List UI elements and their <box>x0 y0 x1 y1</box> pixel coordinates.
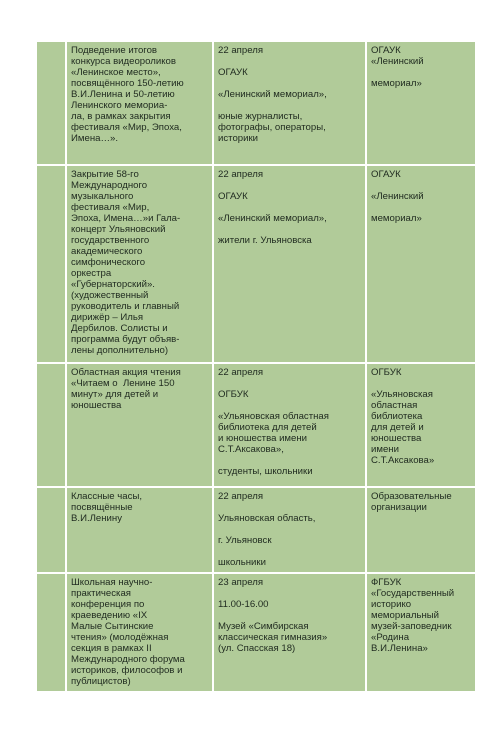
cell-text-line: Эпоха, Имена…»и Гала- <box>71 213 181 224</box>
cell-text-line: «Ленинский <box>371 56 424 67</box>
cell-text-line: В.И.Ленина и 50-летию <box>71 89 175 100</box>
cell-text-line: Международного <box>71 180 148 191</box>
line-gap <box>218 100 361 111</box>
cell-text-line: «Ленинское место», <box>71 67 161 78</box>
cell-text-line: ОГАУК <box>371 169 401 180</box>
row-number-cell <box>36 363 66 487</box>
organizer-cell <box>366 41 476 165</box>
row-number-cell <box>36 573 66 692</box>
line-gap <box>218 56 361 67</box>
cell-text-line: и юношества имени <box>218 433 308 444</box>
cell-text-line: ОГБУК <box>371 367 402 378</box>
cell-text-line: Подведение итогов <box>71 45 158 56</box>
event-cell <box>66 41 213 165</box>
date-place-cell <box>213 363 366 487</box>
cell-text-line: ФГБУК <box>371 577 402 588</box>
cell-text-line: дирижёр – Илья <box>71 312 144 323</box>
cell-text-line: 22 апреля <box>218 169 264 180</box>
cell-text-line: мемориал» <box>371 78 422 89</box>
cell-text-line: г. Ульяновск <box>218 535 272 546</box>
cell-text-line: юные журналисты, <box>218 111 303 122</box>
cell-text-line: фестиваля «Мир, <box>71 202 150 213</box>
cell-text-line: 22 апреля <box>218 45 264 56</box>
cell-text-line: С.Т.Аксакова» <box>371 455 435 466</box>
cell-text-line: областная <box>371 400 418 411</box>
line-gap <box>371 67 471 78</box>
cell-text-line: историки <box>218 133 259 144</box>
organizer-cell <box>366 487 476 573</box>
cell-text-line: Международного форума <box>71 654 185 665</box>
cell-text-line: Школьная научно- <box>71 577 153 588</box>
event-cell <box>66 363 213 487</box>
date-place-cell <box>213 41 366 165</box>
organizer-cell <box>366 363 476 487</box>
row-number-cell <box>36 165 66 363</box>
line-gap <box>218 524 361 535</box>
date-place-cell <box>213 487 366 573</box>
cell-text-line: студенты, школьники <box>218 466 313 477</box>
events-table <box>35 40 477 693</box>
cell-text-line: Областная акция чтения <box>71 367 181 378</box>
cell-text-line: музей-заповедник <box>371 621 452 632</box>
cell-text-line: «Родина <box>371 632 410 643</box>
line-gap <box>218 378 361 389</box>
cell-text-line: посвящённого 150-летию <box>71 78 184 89</box>
cell-text-line: юношества <box>71 400 122 411</box>
cell-text-line: Классные часы, <box>71 491 143 502</box>
cell-text-line: минут» для детей и <box>71 389 159 400</box>
cell-text-line: фотографы, операторы, <box>218 122 326 133</box>
cell-text-line: ОГАУК <box>218 191 248 202</box>
cell-text-line: С.Т.Аксакова», <box>218 444 284 455</box>
cell-text-line: Ульяновская область, <box>218 513 316 524</box>
cell-text-line: Ленинского мемориа- <box>71 100 168 111</box>
cell-text-line: ОГАУК <box>218 67 248 78</box>
line-gap <box>371 378 471 389</box>
cell-text-line: для детей и <box>371 422 424 433</box>
cell-text-line: Закрытие 58-го <box>71 169 139 180</box>
cell-text-line: «Ульяновская <box>371 389 433 400</box>
cell-text-line: классическая гимназия» <box>218 632 328 643</box>
cell-text-line: историков, философов и <box>71 665 183 676</box>
event-cell <box>66 165 213 363</box>
cell-text-line: мемориальный <box>371 610 440 621</box>
table-row <box>36 41 476 165</box>
line-gap <box>218 78 361 89</box>
cell-text-line: руководитель и главный <box>71 301 180 312</box>
cell-text-line: Малые Сытинские <box>71 621 154 632</box>
cell-text-line: музыкального <box>71 191 134 202</box>
cell-text-line: «Ленинский <box>371 191 424 202</box>
cell-text-line: чтения» (молодёжная <box>71 632 169 643</box>
line-gap <box>218 455 361 466</box>
cell-text-line: 23 апреля <box>218 577 264 588</box>
cell-text-line: библиотека <box>371 411 423 422</box>
cell-text-line: жители г. Ульяновска <box>218 235 312 246</box>
cell-text-line: «Читаем о Ленине 150 <box>71 378 175 389</box>
line-gap <box>371 180 471 191</box>
date-place-cell <box>213 165 366 363</box>
cell-text-line: 22 апреля <box>218 491 264 502</box>
line-gap <box>218 202 361 213</box>
cell-text-line: «Ленинский мемориал», <box>218 89 327 100</box>
cell-text-line: Имена…». <box>71 133 119 144</box>
cell-text-line: посвящённые <box>71 502 133 513</box>
cell-text-line: организации <box>371 502 427 513</box>
cell-text-line: «Государственный <box>371 588 455 599</box>
line-gap <box>218 180 361 191</box>
cell-text-line: государственного <box>71 235 150 246</box>
cell-text-line: конференция по <box>71 599 145 610</box>
cell-text-line: практическая <box>71 588 131 599</box>
cell-text-line: ОГБУК <box>218 389 249 400</box>
cell-text-line: ОГАУК <box>371 45 401 56</box>
table-row <box>36 165 476 363</box>
cell-text-line: фестиваля «Мир, Эпоха, <box>71 122 182 133</box>
cell-text-line: академического <box>71 246 143 257</box>
row-number-cell <box>36 487 66 573</box>
cell-text-line: ла, в рамках закрытия <box>71 111 171 122</box>
line-gap <box>218 610 361 621</box>
line-gap <box>218 502 361 513</box>
cell-text-line: конкурса видеороликов <box>71 56 176 67</box>
date-place-cell <box>213 573 366 692</box>
line-gap <box>371 202 471 213</box>
cell-text-line: программа будут объяв- <box>71 334 180 345</box>
cell-text-line: Дербилов. Солисты и <box>71 323 168 334</box>
cell-text-line: имени <box>371 444 399 455</box>
organizer-cell <box>366 573 476 692</box>
cell-text-line: «Ленинский мемориал», <box>218 213 327 224</box>
cell-text-line: Музей «Симбирская <box>218 621 309 632</box>
line-gap <box>218 546 361 557</box>
cell-text-line: мемориал» <box>371 213 422 224</box>
cell-text-line: (ул. Спасская 18) <box>218 643 296 654</box>
cell-text-line: симфонического <box>71 257 146 268</box>
event-cell <box>66 487 213 573</box>
cell-text-line: 11.00-16.00 <box>218 599 269 610</box>
cell-text-line: «Ульяновская областная <box>218 411 329 422</box>
cell-text-line: (художественный <box>71 290 149 301</box>
cell-text-line: В.И.Ленина» <box>371 643 428 654</box>
cell-text-line: библиотека для детей <box>218 422 317 433</box>
table-row <box>36 363 476 487</box>
table-row <box>36 487 476 573</box>
cell-text-line: секция в рамках II <box>71 643 152 654</box>
cell-text-line: публицистов) <box>71 676 131 687</box>
cell-text-line: краеведению «IX <box>71 610 148 621</box>
line-gap <box>218 400 361 411</box>
cell-text-line: школьники <box>218 557 266 568</box>
cell-text-line: «Губернаторский». <box>71 279 155 290</box>
cell-text-line: Образовательные <box>371 491 452 502</box>
cell-text-line: юношества <box>371 433 422 444</box>
cell-text-line: 22 апреля <box>218 367 264 378</box>
cell-text-line: оркестра <box>71 268 112 279</box>
line-gap <box>218 224 361 235</box>
cell-text-line: концерт Ульяновский <box>71 224 166 235</box>
table-row <box>36 573 476 692</box>
row-number-cell <box>36 41 66 165</box>
cell-text-line: В.И.Ленину <box>71 513 123 524</box>
cell-text-line: историко <box>371 599 412 610</box>
cell-text-line: лены дополнительно) <box>71 345 169 356</box>
organizer-cell <box>366 165 476 363</box>
line-gap <box>218 588 361 599</box>
event-cell <box>66 573 213 692</box>
